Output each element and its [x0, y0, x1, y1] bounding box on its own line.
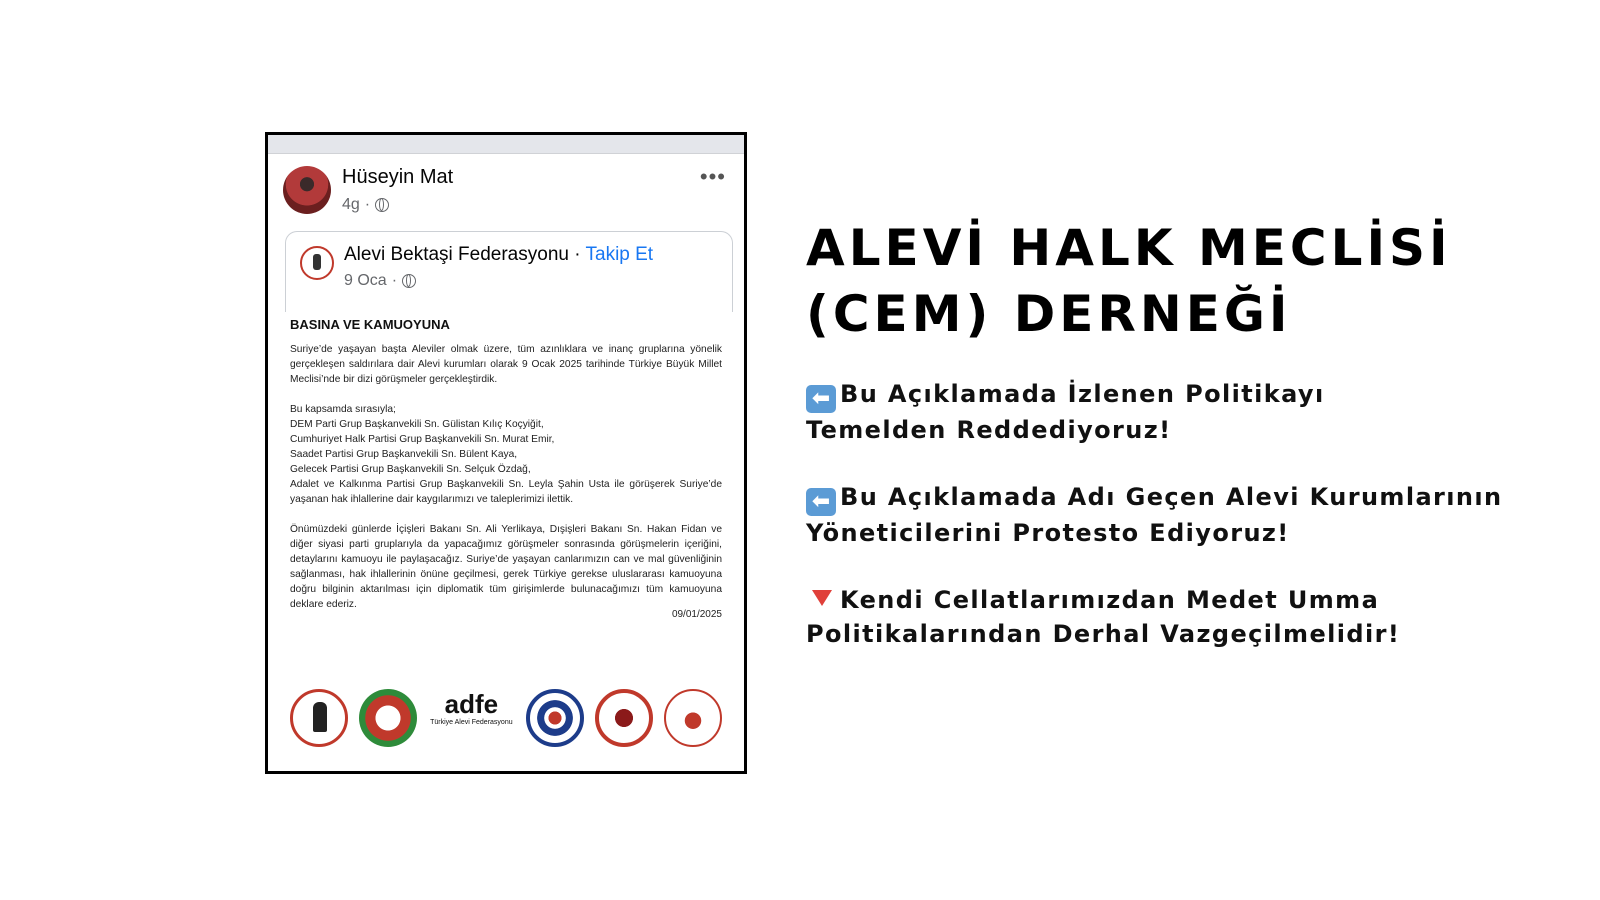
document-list-item: DEM Parti Grup Başkanvekili Sn. Gülistan Kılıç Koçyiğit, — [290, 419, 544, 430]
document-date: 09/01/2025 — [671, 609, 722, 620]
adfe-logo — [428, 689, 514, 747]
meta-separator: · — [364, 196, 371, 213]
red-triangle-icon — [812, 590, 832, 606]
statement-2 — [806, 480, 1503, 550]
more-options-icon[interactable]: ••• — [699, 164, 726, 189]
document-title: BASINA VE KAMUOYUNA — [290, 317, 450, 332]
author-name[interactable]: Hüseyin Mat — [342, 166, 454, 188]
organization-logos — [290, 685, 722, 751]
headline-line-2: (CEM) DERNEĞİ — [806, 285, 1292, 343]
globe-icon — [402, 274, 416, 288]
statement-3-line-2: Politikalarından Derhal Vazgeçilmelidir! — [806, 620, 1401, 648]
post-time[interactable]: 4g — [342, 196, 360, 213]
document-list-item: Gelecek Partisi Grup Başkanvekili Sn. Selçuk Özdağ, — [290, 464, 531, 475]
document-paragraph-1: Suriye’de yaşayan başta Aleviler olmak üzere, tüm azınlıklara ve inanç gruplarına yönelik gerçekleşen saldırılara dair Alevi kurumları olarak 9 Ocak 2025 tarihinde Türkiye Büyük Millet Meclisi’nde bir dizi görüşmeler gerçekleştirdik. — [290, 344, 722, 385]
post-meta — [342, 196, 389, 214]
document-list-item: Cumhuriyet Halk Partisi Grup Başkanvekili Sn. Murat Emir, — [290, 434, 555, 445]
document-list-intro: Bu kapsamda sırasıyla; — [290, 404, 396, 415]
statement-3 — [806, 583, 1400, 651]
red-circle-logo — [595, 689, 653, 747]
shared-meta-separator: · — [391, 272, 398, 289]
shared-page-name[interactable]: Alevi Bektaşi Federasyonu — [344, 244, 569, 265]
statement-3-line-1: Kendi Cellatlarımızdan Medet Umma — [840, 586, 1380, 614]
author-avatar[interactable] — [283, 166, 331, 214]
facebook-post-screenshot — [265, 132, 747, 774]
headline — [806, 215, 1452, 347]
document-list-item: Adalet ve Kalkınma Partisi Grup Başkanvekili Sn. Leyla Şahin Usta ile görüşerek Suriye’de yaşanan hak ihlallerine dair kaygılarımızı ve taleplerimizi ilettik. — [290, 479, 722, 505]
adfe-logo-title: adfe — [444, 689, 499, 719]
shared-post-header — [285, 231, 733, 312]
shared-page-name-row — [344, 244, 653, 266]
headline-line-1: ALEVİ HALK MECLİSİ — [806, 219, 1452, 277]
alevi-bektasi-federasyonu-logo — [290, 689, 348, 747]
post-top-bar — [268, 135, 744, 154]
document-list-item: Saadet Partisi Grup Başkanvekili Sn. Bülent Kaya, — [290, 449, 518, 460]
globe-icon — [375, 198, 389, 212]
left-arrow-icon: ⬅ — [806, 488, 836, 516]
statement-2-line-1: Bu Açıklamada Adı Geçen Alevi Kurumlarının — [840, 483, 1503, 511]
adfe-logo-subtitle: Türkiye Alevi Federasyonu — [430, 719, 513, 726]
statement-2-line-2: Yöneticilerini Protesto Ediyoruz! — [806, 519, 1290, 547]
aabk-logo — [359, 689, 417, 747]
blue-circle-logo — [526, 689, 584, 747]
post-header — [268, 154, 744, 216]
statement-1-line-2: Temelden Reddediyoruz! — [806, 416, 1172, 444]
statement-1-line-1: Bu Açıklamada İzlenen Politikayı — [840, 380, 1325, 408]
press-release-document — [290, 313, 722, 620]
document-paragraph-3: Önümüzdeki günlerde İçişleri Bakanı Sn. Ali Yerlikaya, Dışişleri Bakanı Sn. Hakan Fidan ve diğer siyasi parti gruplarıyla da yapacağımız görüşmeler sonrasında görüşmelerin içeriğini, detaylarını kamuoyu ile paylaşacağız. Suriye’de yaşayan canlarımızın can ve mal güvenliğinin sağlanması, hak ihlallerinin önüne geçilmesi, gerek Türkiye gerekse uluslararası kamuoyuna doğru bilginin aktarılması için diplomatik tüm girişimlerde bulunacağımızı tüm kamuoyuna deklare ederiz. — [290, 524, 722, 610]
dervish-logo — [664, 689, 722, 747]
follow-button[interactable]: Takip Et — [585, 244, 654, 265]
shared-post-date[interactable]: 9 Oca — [344, 272, 387, 289]
left-arrow-icon: ⬅ — [806, 385, 836, 413]
statement-1 — [806, 377, 1325, 447]
shared-page-logo[interactable] — [300, 246, 334, 280]
shared-post-meta — [344, 272, 416, 290]
follow-separator: · — [574, 244, 581, 265]
